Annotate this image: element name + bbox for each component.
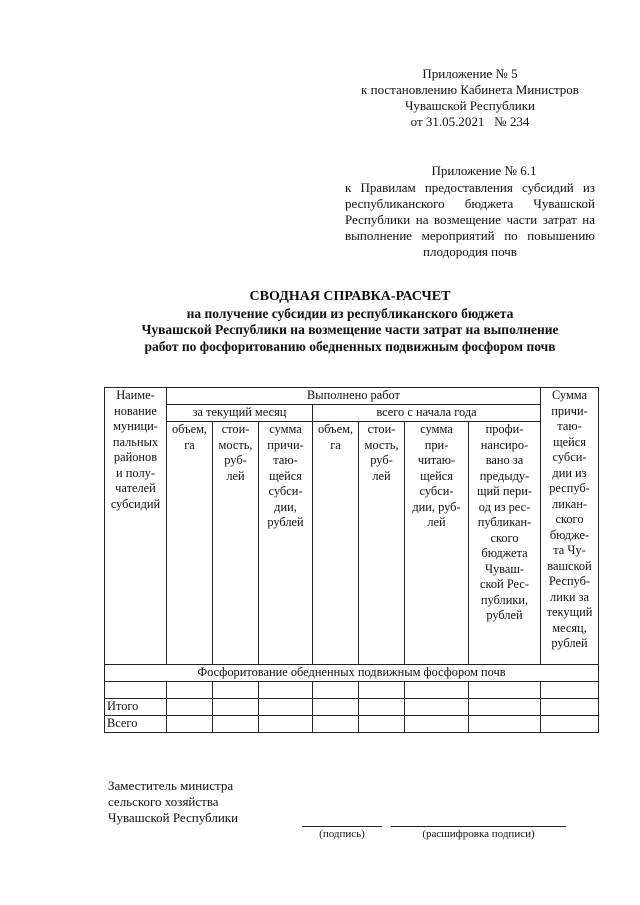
signature-caption: (подпись) [319, 828, 365, 840]
appendix-6-1-text: к Правилам предоставления субсидий из республиканского бюджета Чувашской Республики на возмещение части затрат на выполнение мероприятий по повышению плодородия почв [345, 180, 595, 259]
table-cell [167, 682, 213, 699]
title-subtitle-2: Чувашской Республики на возмещение части затрат на выполнение [141, 322, 559, 337]
appendix-5-ref: к постановлению Кабинета Министров [361, 82, 579, 97]
calculation-table [104, 387, 599, 733]
appendix-5-title: Приложение № 5 [422, 66, 518, 81]
table-cell [259, 682, 313, 699]
table-cell [259, 716, 313, 733]
signature-decode-line [391, 826, 566, 827]
appendix-5-date: от 31.05.2021 № 234 [410, 114, 530, 129]
table-cell [359, 682, 405, 699]
table-cell [405, 682, 469, 699]
document-title [100, 289, 600, 355]
table-cell [405, 699, 469, 716]
table-cell [469, 699, 541, 716]
table-cell [541, 716, 599, 733]
appendix-5-ref-republic: Чувашской Республики [404, 98, 536, 113]
signatory-position-1: Заместитель министра [108, 778, 234, 793]
row-label-itogo: Итого [105, 699, 167, 716]
title-main: СВОДНАЯ СПРАВКА-РАСЧЕТ [249, 289, 451, 304]
table-cell [469, 716, 541, 733]
signature-line [302, 826, 382, 827]
header-volume-year: объем, га [313, 422, 359, 665]
header-subsidy-year: сумма при- читаю- щейся субси- дии, руб- лей [405, 422, 469, 665]
header-total-subsidy: Сумма причи- таю- щейся субси- дии из респуб- ликан- ского бюдже- та Чу- вашской Респуб- лики за текущий месяц, рублей [541, 388, 599, 665]
header-since-year-start: всего с начала года [313, 405, 541, 422]
signatory-position-3: Чувашской Республики [108, 810, 239, 825]
table-cell [359, 716, 405, 733]
table-cell [359, 699, 405, 716]
table-cell [259, 699, 313, 716]
table-row-itogo [105, 699, 599, 716]
table-cell [167, 716, 213, 733]
table-cell [213, 682, 259, 699]
table-cell [469, 682, 541, 699]
table-cell [313, 699, 359, 716]
table-cell [213, 716, 259, 733]
signatory-block [108, 778, 238, 826]
table-cell [167, 699, 213, 716]
table-cell [405, 716, 469, 733]
header-volume-month: объем, га [167, 422, 213, 665]
header-subsidy-month: сумма причи- таю- щейся субси- дии, рублей [259, 422, 313, 665]
appendix-6-1-title: Приложение № 6.1 [431, 163, 537, 178]
section-row-phosphoritization: Фосфоритование обедненных подвижным фосфором почв [105, 665, 599, 682]
table-cell [541, 699, 599, 716]
table-cell [105, 682, 167, 699]
table-row-vsego [105, 716, 599, 733]
table-cell [541, 682, 599, 699]
table-cell [213, 699, 259, 716]
header-district-name: Наиме- нование муници- пальных районов и полу- чателей субсидий [105, 388, 167, 665]
row-label-vsego: Всего [105, 716, 167, 733]
header-cost-month: стои- мость, руб- лей [213, 422, 259, 665]
appendix-5-block [345, 66, 595, 130]
signature-decode-caption: (расшифровка подписи) [422, 828, 535, 840]
header-current-month: за текущий месяц [167, 405, 313, 422]
header-work-done: Выполнено работ [167, 388, 541, 405]
table-cell [313, 682, 359, 699]
title-subtitle-1: на получение субсидии из республиканского бюджета [186, 305, 514, 321]
signatory-position-2: сельского хозяйства [108, 794, 219, 809]
table-cell [313, 716, 359, 733]
table-row [105, 682, 599, 699]
header-cost-year: стои- мость, руб- лей [359, 422, 405, 665]
header-financed-previous: профи- нансиро- вано за предыду- щий пери- од из рес- публикан- ского бюджета Чуваш- ской Рес- публики, рублей [469, 422, 541, 665]
appendix-6-1-block [345, 163, 595, 260]
title-subtitle-3: работ по фосфоритованию обедненных подвижным фосфором почв [144, 338, 556, 354]
